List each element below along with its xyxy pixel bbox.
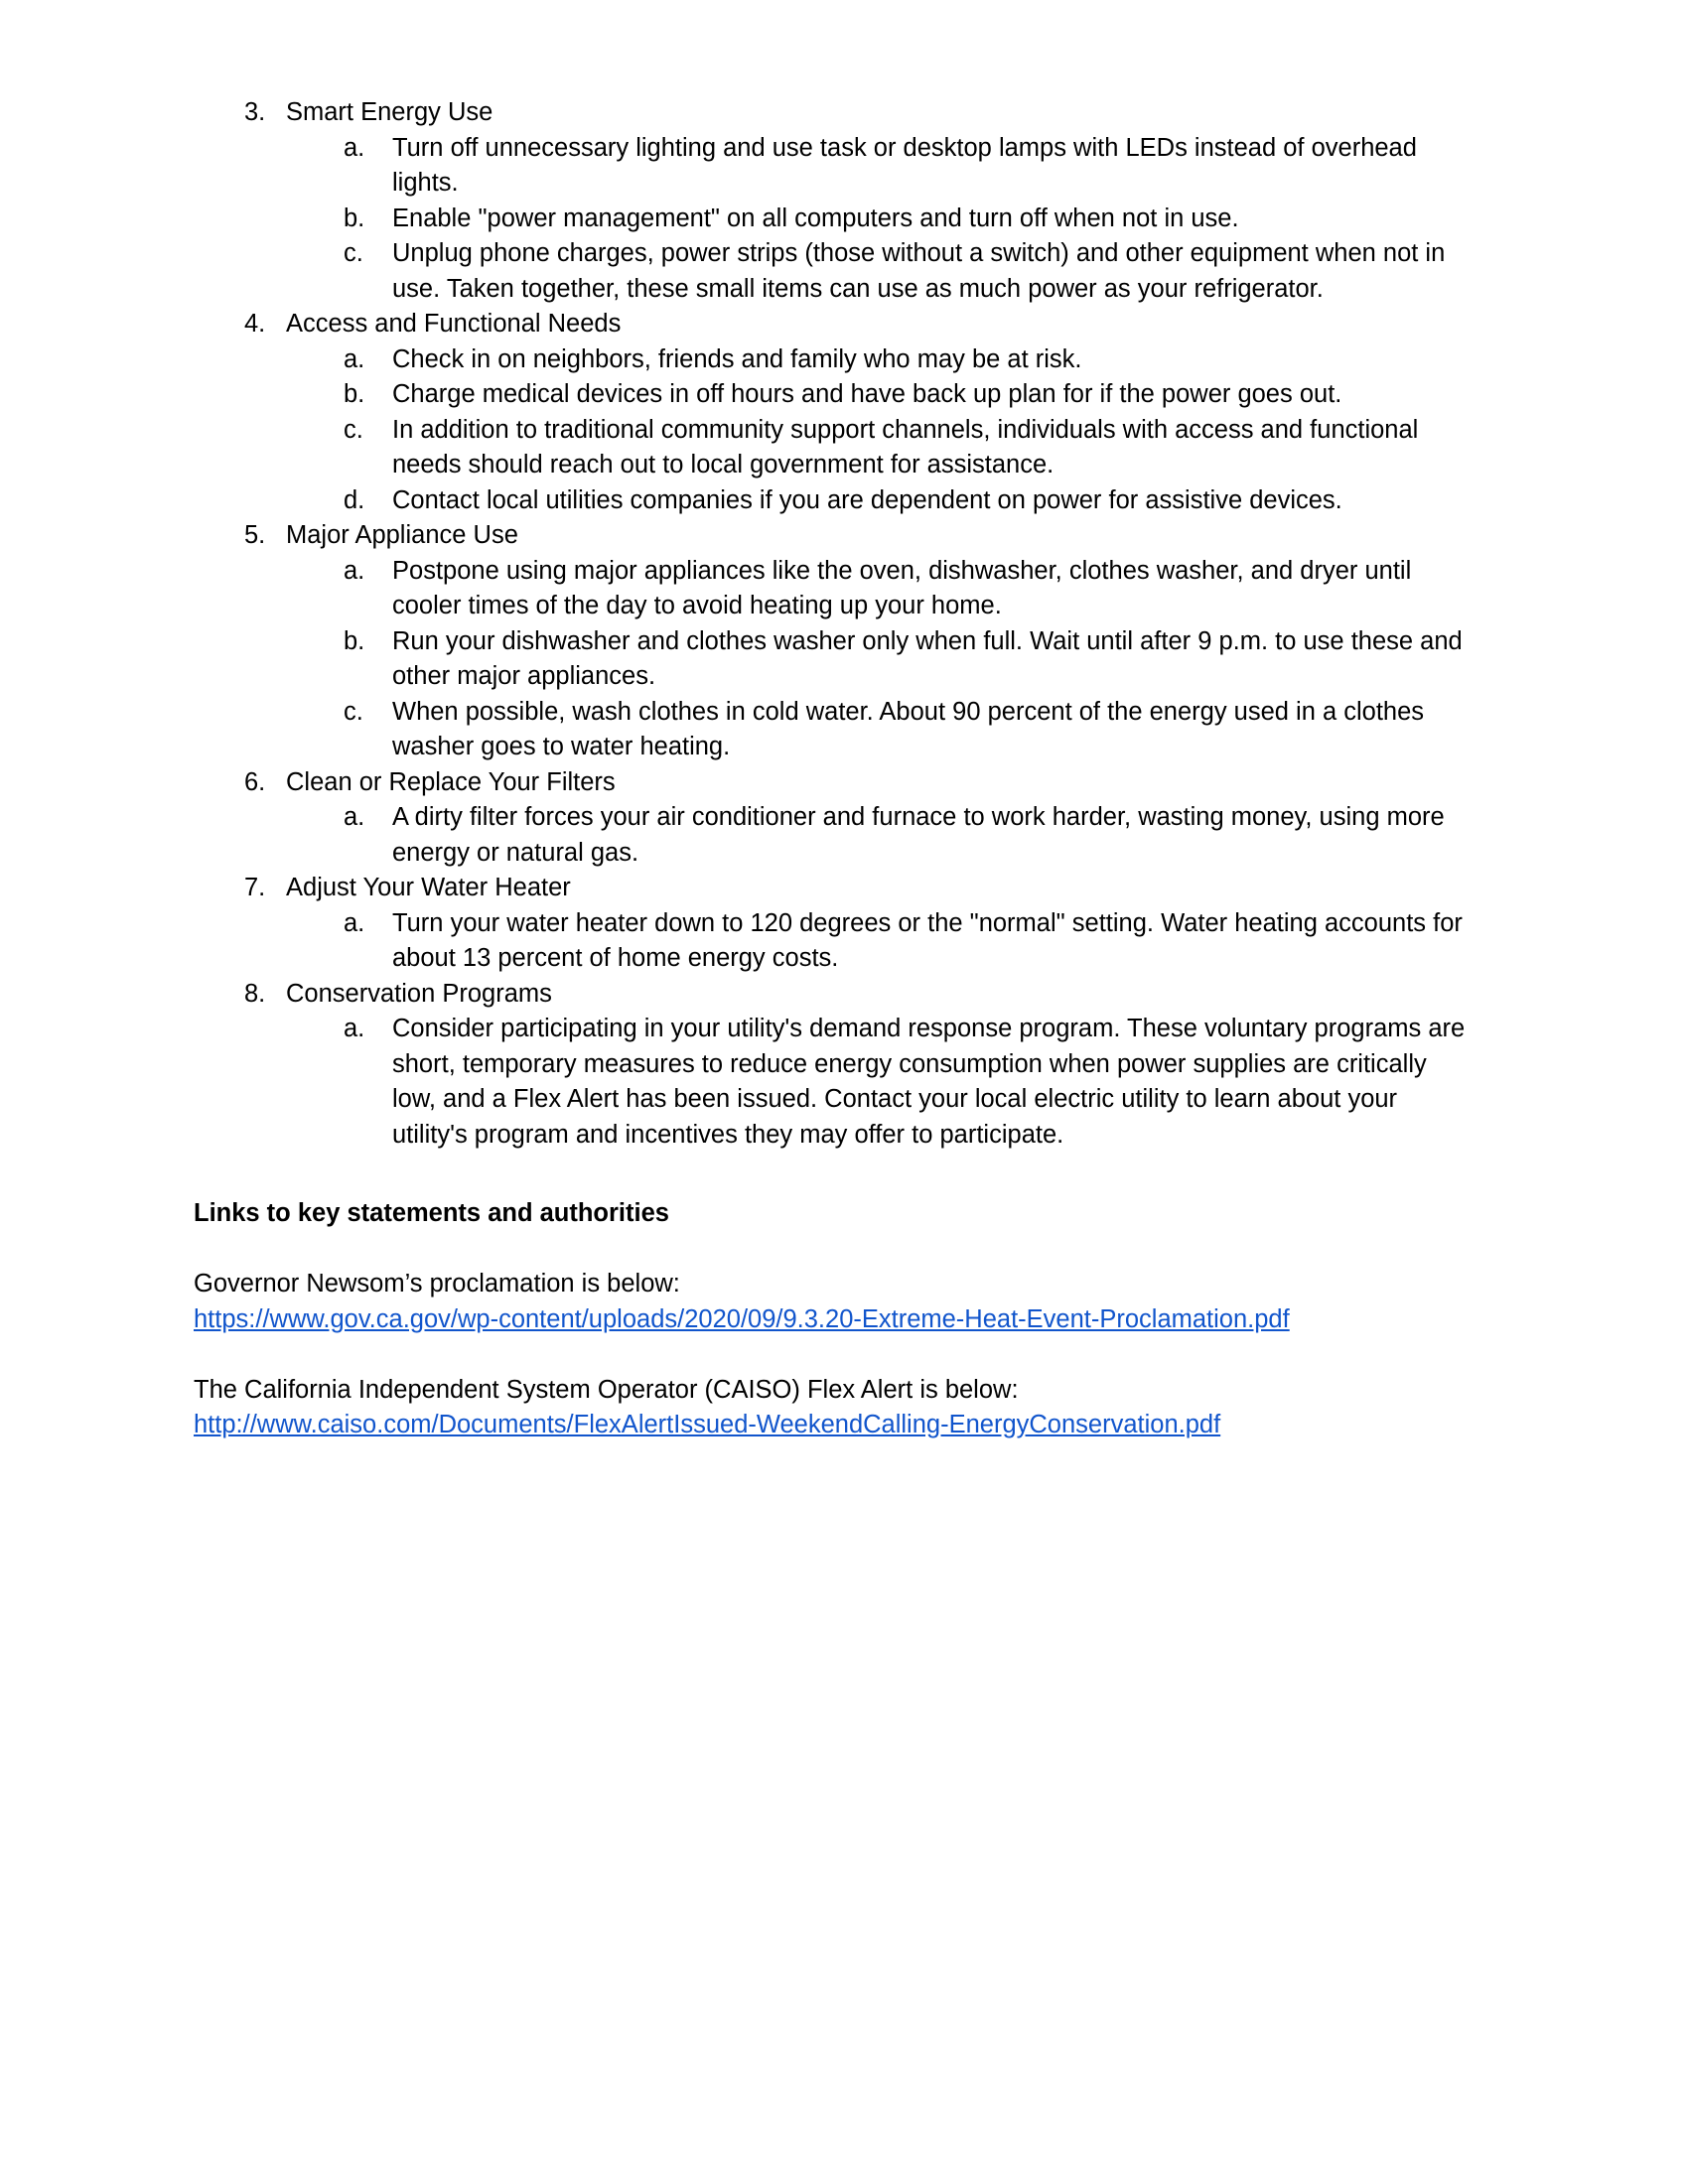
list-item-text: Clean or Replace Your Filters — [286, 767, 616, 796]
sub-list-marker: c. — [344, 415, 363, 444]
list-marker: 8. — [244, 979, 266, 1008]
sub-list-item — [286, 236, 1470, 307]
list-item — [194, 518, 1470, 765]
sub-list-marker: b. — [344, 204, 365, 232]
list-item — [194, 871, 1470, 977]
list-item — [194, 765, 1470, 872]
document-body — [194, 95, 1470, 1443]
sub-list-item — [286, 377, 1470, 413]
sub-list-item-text: Enable "power management" on all computers and turn off when not in use. — [392, 204, 1239, 232]
link-container — [194, 1302, 1345, 1338]
list-marker: 3. — [244, 98, 266, 126]
sub-list-item-text: Unplug phone charges, power strips (those without a switch) and other equipment when not in use. Taken together, these small items can use as much power as your refrigerator. — [392, 239, 1446, 303]
paragraph-gap — [194, 1337, 1470, 1373]
sub-list-item — [286, 906, 1470, 977]
sub-list — [286, 554, 1470, 765]
sub-list-item — [286, 413, 1470, 483]
sub-list-item-text: Contact local utilities companies if you are dependent on power for assistive devices. — [392, 485, 1342, 514]
numbered-list — [194, 95, 1470, 1153]
sub-list — [286, 906, 1470, 977]
sub-list — [286, 800, 1470, 871]
sub-list-marker: a. — [344, 556, 365, 585]
list-item-text: Major Appliance Use — [286, 521, 518, 549]
sub-list-item — [286, 202, 1470, 237]
sub-list-marker: a. — [344, 908, 365, 937]
sub-list-marker: a. — [344, 1015, 365, 1042]
sub-list-item-text: Run your dishwasher and clothes washer only when full. Wait until after 9 p.m. to use these and other major appliances. — [392, 626, 1463, 690]
link-intro-text: The California Independent System Operator (CAISO) Flex Alert is below: — [194, 1375, 1019, 1404]
sub-list-item — [286, 483, 1470, 519]
sub-list-item-text: Postpone using major appliances like the oven, dishwasher, clothes washer, and dryer until cooler times of the day to avoid heating up your home. — [392, 556, 1412, 619]
sub-list — [286, 342, 1470, 519]
sub-list — [286, 131, 1470, 308]
sub-list-marker: a. — [344, 133, 365, 162]
list-item-text: Conservation Programs — [286, 979, 552, 1008]
caiso-flex-alert-link[interactable]: http://www.caiso.com/Documents/FlexAlertIssued-WeekendCalling-EnergyConservation.pdf — [194, 1411, 1221, 1438]
section-gap — [194, 1153, 1470, 1196]
sub-list-item-text: A dirty filter forces your air conditioner and furnace to work harder, wasting money, using more energy or natural gas. — [392, 803, 1445, 867]
sub-list-item-text: When possible, wash clothes in cold water. About 90 percent of the energy used in a clothes washer goes to water heating. — [392, 697, 1425, 760]
paragraph-gap — [194, 1232, 1470, 1268]
sub-list-item-text: Charge medical devices in off hours and have back up plan for if the power goes out. — [392, 380, 1342, 408]
link-intro-text: Governor Newsom’s proclamation is below: — [194, 1270, 680, 1297]
sub-list-item — [286, 624, 1470, 695]
list-item — [194, 95, 1470, 307]
sub-list-item-text: Consider participating in your utility's demand response program. These voluntary programs are short, temporary measures to reduce energy consumption when power supplies are critically low, and a Flex Alert has been issued. Contact your local electric utility to learn about your utility's program and incentives they may offer to participate. — [392, 1015, 1466, 1149]
sub-list-marker: b. — [344, 626, 365, 655]
sub-list-item — [286, 554, 1470, 624]
list-marker: 5. — [244, 521, 266, 549]
sub-list-item — [286, 800, 1470, 871]
list-item-text: Smart Energy Use — [286, 98, 493, 126]
sub-list-item — [286, 1012, 1470, 1153]
list-marker: 7. — [244, 874, 266, 901]
sub-list-marker: c. — [344, 239, 363, 267]
sub-list-marker: a. — [344, 344, 365, 373]
list-item-text: Access and Functional Needs — [286, 310, 622, 338]
sub-list-item-text: Turn your water heater down to 120 degrees or the "normal" setting. Water heating accounts for about 13 percent of home energy costs. — [392, 908, 1463, 972]
links-section-heading: Links to key statements and authorities — [194, 1199, 669, 1227]
sub-list-marker: b. — [344, 380, 365, 408]
link-entry-governor — [194, 1267, 1470, 1337]
sub-list-item — [286, 342, 1470, 378]
sub-list-marker: a. — [344, 803, 365, 831]
list-marker: 6. — [244, 767, 266, 796]
list-item — [194, 307, 1470, 518]
list-marker: 4. — [244, 310, 266, 338]
list-item-text: Adjust Your Water Heater — [286, 874, 571, 901]
list-item — [194, 977, 1470, 1154]
link-entry-caiso — [194, 1373, 1470, 1443]
sub-list-item — [286, 131, 1470, 202]
sub-list-item-text: Turn off unnecessary lighting and use task or desktop lamps with LEDs instead of overhead lights. — [392, 133, 1417, 197]
sub-list-item — [286, 695, 1470, 765]
link-container — [194, 1408, 1345, 1443]
sub-list-item-text: Check in on neighbors, friends and family who may be at risk. — [392, 344, 1082, 373]
sub-list-marker: d. — [344, 485, 365, 514]
sub-list-item-text: In addition to traditional community support channels, individuals with access and functional needs should reach out to local government for assistance. — [392, 415, 1419, 478]
sub-list-marker: c. — [344, 697, 363, 726]
sub-list — [286, 1012, 1470, 1153]
governor-proclamation-link[interactable]: https://www.gov.ca.gov/wp-content/uploads/2020/09/9.3.20-Extreme-Heat-Event-Proclamation.pdf — [194, 1304, 1290, 1333]
